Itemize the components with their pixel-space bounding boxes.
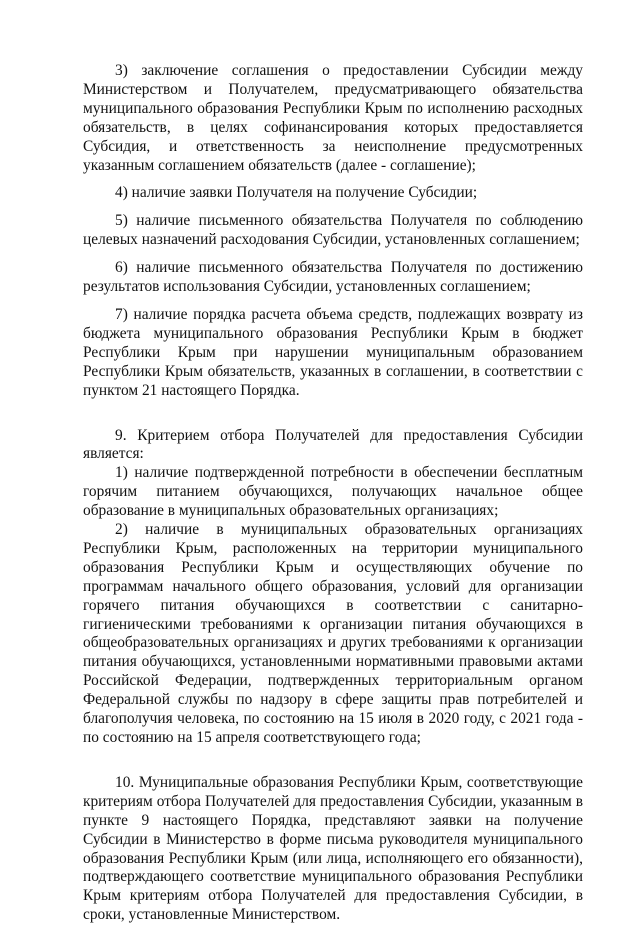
document-body: [83, 62, 583, 925]
paragraph-criterion-1: 1) наличие подтвержденной потребности в обеспечении бесплатным горячим питанием обучающихся, получающих начальное общее образование в муниципальных образовательных организациях;: [83, 464, 583, 520]
paragraph-item-6: 6) наличие письменного обязательства Получателя по достижению результатов использования Субсидии, установленных соглашением;: [83, 259, 583, 296]
paragraph-item-4: 4) наличие заявки Получателя на получение Субсидии;: [115, 184, 478, 202]
paragraph-criterion-2: 2) наличие в муниципальных образовательных организациях Республики Крым, расположенных на территории муниципального образования Республики Крым и осуществляющих обучение по программам начального общего образования, условий для организации горячего питания обучающихся в соответствии с санитарно-гигиеническими требованиями к организации питания обучающихся в общеобразовательных организациях и других требованиями к организации питания обучающихся, установленными нормативными правовыми актами Российской Федерации, подтвержденных территориальным органом Федеральной службы по надзору в сфере защиты прав потребителей и благополучия человека, по состоянию на 15 июля в 2020 году, с 2021 года - по состоянию на 15 апреля соответствующего года;: [83, 521, 583, 746]
paragraph-item-7: 7) наличие порядка расчета объема средств, подлежащих возврату из бюджета муниципального образования Республики Крым в бюджет Республики Крым при нарушении муниципальным образованием Республики Крым обязательств, указанных в соглашении, в соответствии с пунктом 21 настоящего Порядка.: [83, 305, 583, 399]
paragraph-item-3: 3) заключение соглашения о предоставлении Субсидии между Министерством и Получателем, предусматривающего обязательства муниципального образования Республики Крым по исполнению расходных обязательств, в целях софинансирования которых предоставляется Субсидия, и ответственность за неисполнение предусмотренных указанным соглашением обязательств (далее - соглашение);: [83, 62, 583, 174]
paragraph-section-9: 9. Критерием отбора Получателей для предоставления Субсидии является:: [83, 426, 583, 463]
paragraph-section-10: 10. Муниципальные образования Республики Крым, соответствующие критериям отбора Получателей для предоставления Субсидии, указанным в пункте 9 настоящего Порядка, представляют заявки на получение Субсидии в Министерство в форме письма руководителя муниципального образования Республики Крым (или лица, исполняющего его обязанности), подтверждающего соответствие муниципального образования Республики Крым критериям отбора Получателей для предоставления Субсидии, в сроки, установленные Министерством.: [83, 773, 583, 924]
paragraph-item-5: 5) наличие письменного обязательства Получателя по соблюдению целевых назначений расходования Субсидии, установленных соглашением;: [83, 212, 583, 249]
